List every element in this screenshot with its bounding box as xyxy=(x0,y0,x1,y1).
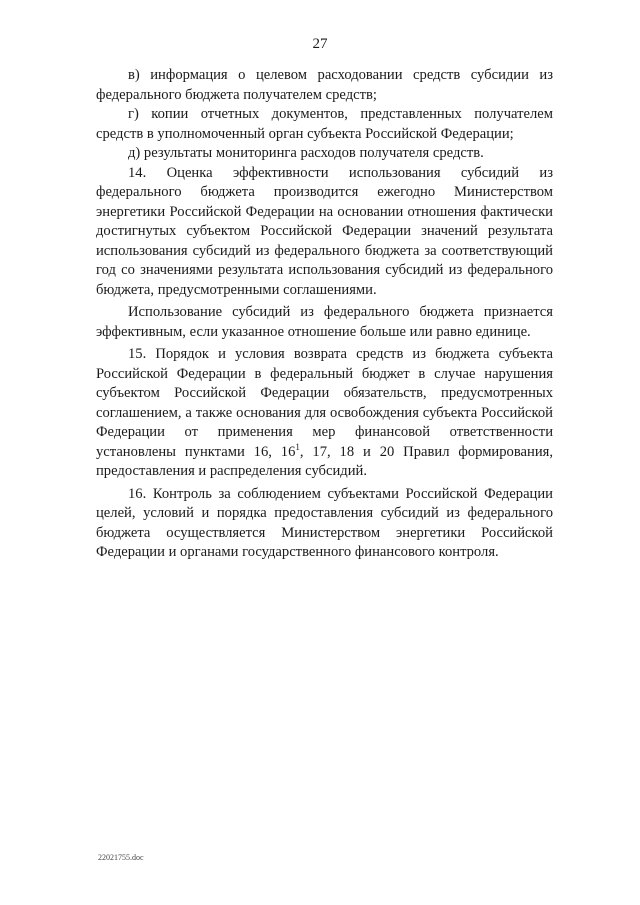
paragraph-15 xyxy=(96,345,553,482)
file-name-footer: 22021755.doc xyxy=(98,853,144,862)
paragraph-d: д) результаты мониторинга расходов получателя средств. xyxy=(128,145,484,161)
document-body xyxy=(96,66,553,563)
paragraph-v: в) информация о целевом расходовании средств субсидии из федерального бюджета получателем средств; xyxy=(96,67,553,103)
paragraph-15-text-start: 15. Порядок и условия возврата средств из бюджета субъекта Российской Федерации в федеральный бюджет в случае нарушения субъектом Российской Федерации обязательств, предусмотренных соглашением, а также основания для освобождения субъекта Российской Федерации от применения мер финансовой ответственности установлены пунктами 16, 16 xyxy=(96,346,553,460)
paragraph-g: г) копии отчетных документов, представленных получателем средств в уполномоченный орган субъекта Российской Федерации; xyxy=(96,106,553,142)
paragraph-16: 16. Контроль за соблюдением субъектами Российской Федерации целей, условий и порядка предоставления субсидий из федерального бюджета осуществляется Министерством энергетики Российской Федерации и органами государственного финансового контроля. xyxy=(96,485,553,560)
page-number: 27 xyxy=(312,36,328,52)
superscript: 1 xyxy=(295,441,300,452)
paragraph-14-continued: Использование субсидий из федерального бюджета признается эффективным, если указанное отношение больше или равно единице. xyxy=(96,304,553,340)
paragraph-14: 14. Оценка эффективности использования субсидий из федерального бюджета производится ежегодно Министерством энергетики Российской Федерации на основании отношения фактически достигнутых субъектом Российской Федерации значений результата использования субсидий из федерального бюджета за соответствующий год со значениями результата использования субсидий из федерального бюджета, предусмотренными соглашениями. xyxy=(96,164,553,298)
paragraph-15-text-end: , 17, 18 и 20 Правил формирования, предоставления и распределения субсидий. xyxy=(96,443,553,479)
